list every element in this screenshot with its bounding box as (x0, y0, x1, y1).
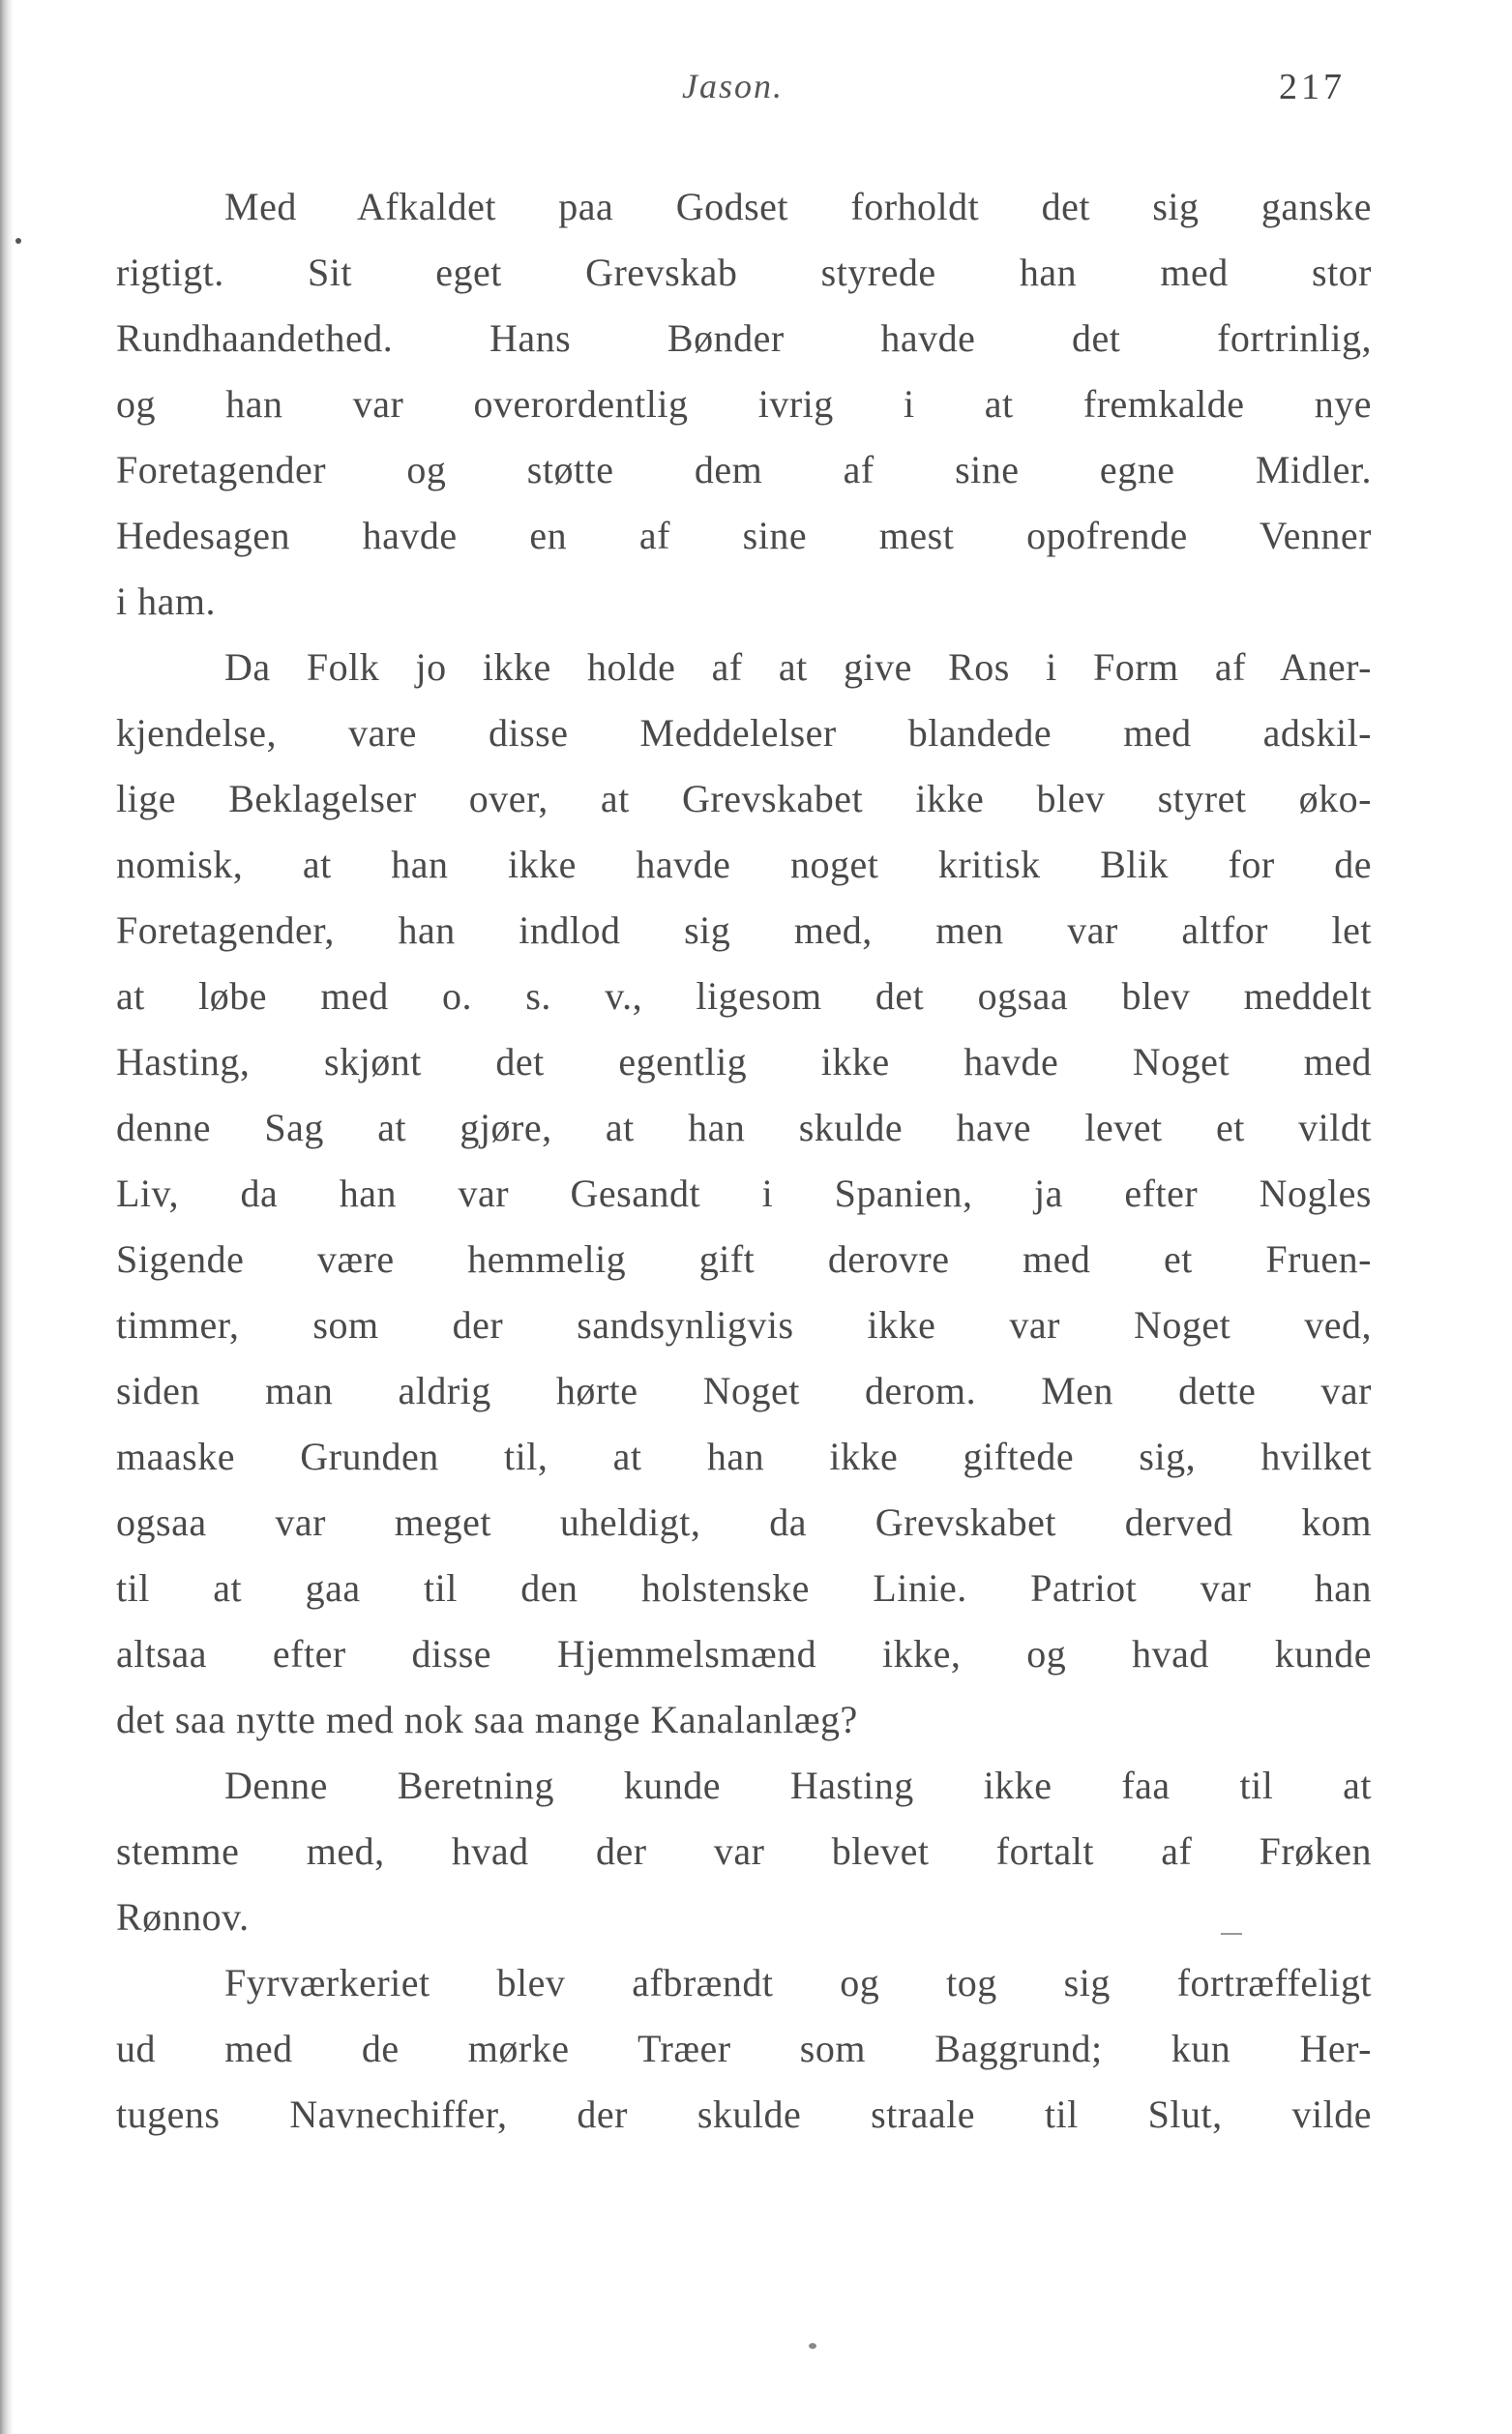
text-line: Rønnov. (116, 1895, 250, 1939)
text-line: at løbe med o. s. v., ligesom det ogsaa blev meddelt (116, 974, 1372, 1018)
text-line: siden man aldrig hørte Noget derom. Men dette var (116, 1369, 1372, 1412)
text-line: maaske Grunden til, at han ikke giftede sig, hvilket (116, 1435, 1372, 1478)
text-line: Rundhaandethed. Hans Bønder havde det fortrinlig, (116, 316, 1372, 360)
text-line: stemme med, hvad der var blevet fortalt af Frøken (116, 1829, 1372, 1873)
text-line: Da Folk jo ikke holde af at give Ros i Form af Aner- (224, 645, 1372, 689)
text-line: Hasting, skjønt det egentlig ikke havde Noget med (116, 1040, 1372, 1083)
text-line: det saa nytte med nok saa mange Kanalanlæg? (116, 1698, 858, 1741)
ink-speck (15, 238, 21, 244)
page-header (0, 66, 1512, 114)
text-line: denne Sag at gjøre, at han skulde have levet et vildt (116, 1106, 1372, 1149)
text-line: rigtigt. Sit eget Grevskab styrede han med stor (116, 251, 1372, 294)
page-number: 217 (1279, 67, 1346, 107)
text-line: kjendelse, vare disse Meddelelser blandede med adskil- (116, 711, 1372, 755)
ink-speck (809, 2343, 816, 2349)
text-line: Fyrværkeriet blev afbrændt og tog sig fortræffeligt (224, 1961, 1372, 2004)
text-line: til at gaa til den holstenske Linie. Patriot var han (116, 1566, 1372, 1610)
text-line: tugens Navnechiffer, der skulde straale til Slut, vilde (116, 2093, 1372, 2136)
running-title: Jason. (682, 67, 784, 105)
page-gutter-shadow (0, 0, 14, 2434)
text-line: i ham. (116, 579, 216, 623)
text-line: Denne Beretning kunde Hasting ikke faa til at (224, 1764, 1372, 1807)
text-line: ogsaa var meget uheldigt, da Grevskabet derved kom (116, 1500, 1372, 1544)
text-line: Foretagender, han indlod sig med, men var altfor let (116, 908, 1372, 952)
printer-mark (1221, 1933, 1242, 1935)
text-line: ud med de mørke Træer som Baggrund; kun Her- (116, 2027, 1372, 2070)
text-line: Foretagender og støtte dem af sine egne Midler. (116, 448, 1372, 491)
text-line: Med Afkaldet paa Godset forholdt det sig ganske (224, 185, 1372, 228)
body-text (116, 174, 1372, 2148)
text-line: Hedesagen havde en af sine mest opofrende Venner (116, 514, 1372, 557)
text-line: Sigende være hemmelig gift derovre med et Fruen- (116, 1237, 1372, 1281)
text-line: timmer, som der sandsynligvis ikke var Noget ved, (116, 1303, 1372, 1347)
text-line: altsaa efter disse Hjemmelsmænd ikke, og hvad kunde (116, 1632, 1372, 1676)
text-line: og han var overordentlig ivrig i at fremkalde nye (116, 382, 1372, 426)
text-line: nomisk, at han ikke havde noget kritisk Blik for de (116, 843, 1372, 886)
text-line: lige Beklagelser over, at Grevskabet ikke blev styret øko- (116, 777, 1372, 820)
text-line: Liv, da han var Gesandt i Spanien, ja efter Nogles (116, 1172, 1372, 1215)
